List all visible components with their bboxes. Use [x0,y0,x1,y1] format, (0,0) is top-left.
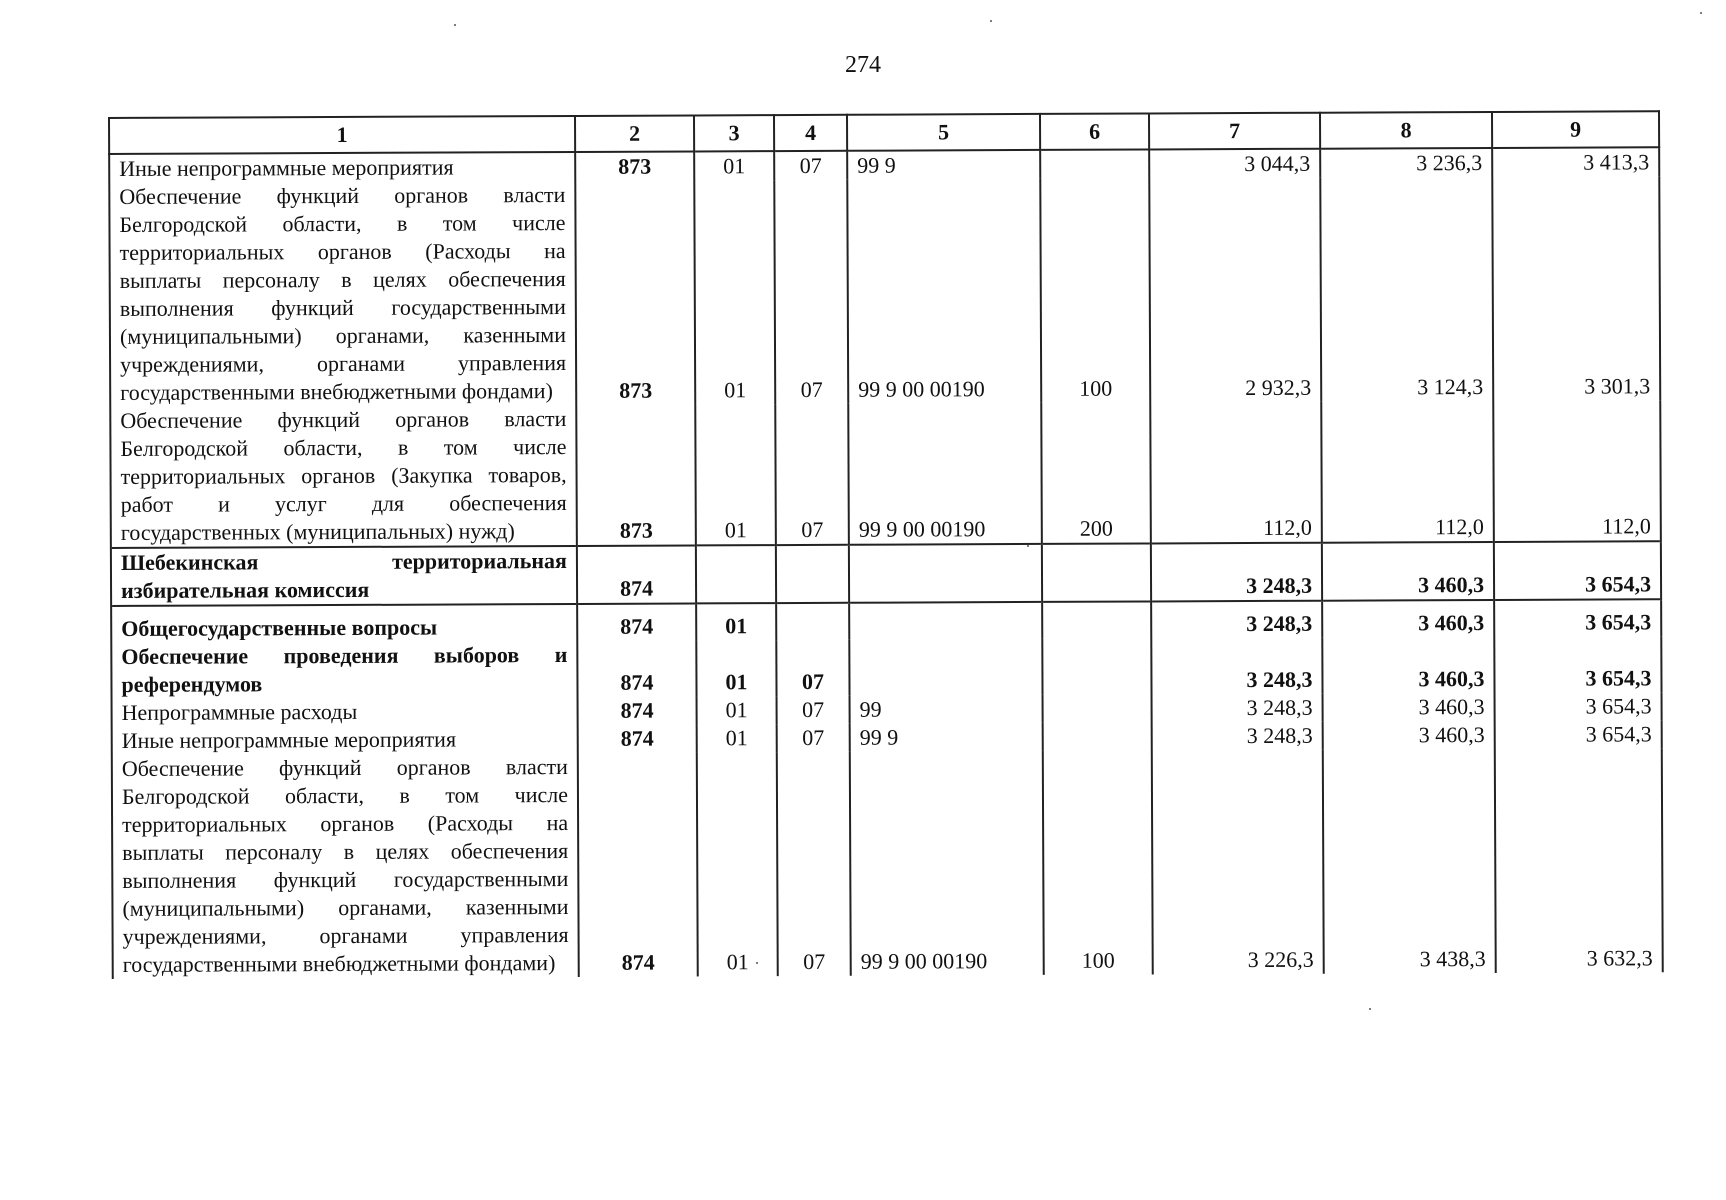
row-code-4: 07 [777,696,850,724]
table-row [111,636,1661,699]
row-value-8: 3 460,3 [1322,542,1494,601]
row-code-4: 07 [777,724,850,752]
row-code-3 [696,545,776,603]
row-name: Обеспечение проведения выборов и референдумов [111,641,577,699]
row-name: Иные непрограммные мероприятия [112,725,578,755]
row-name: Обеспечение функций органов власти Белгородской области, в том числе территориальных органов (Закупка товаров, работ и услуг для обеспечения государственных (муниципальных) нужд) [110,405,577,548]
budget-table [108,110,1664,979]
row-code-3: 01 [696,640,776,696]
header-col-7: 7 [1149,113,1320,150]
row-value-9: 112,0 [1493,400,1661,542]
row-code-2: 873 [575,180,695,405]
row-code-2: 874 [578,752,698,977]
row-name: Шебекинская территориальная избирательная комиссия [111,546,577,606]
row-code-4 [776,603,849,640]
table-row [110,400,1661,548]
row-value-9: 3 301,3 [1492,176,1660,401]
row-code-3: 01 [694,180,775,404]
row-code-6: 200 [1041,402,1151,543]
row-value-9: 3 654,3 [1495,692,1662,721]
row-name: Иные непрограммные мероприятия [109,152,575,183]
header-col-5: 5 [847,114,1040,151]
row-code-3: 01 [694,151,774,180]
row-value-9: 3 654,3 [1494,636,1661,693]
row-code-5: 99 9 [847,150,1040,180]
header-col-8: 8 [1320,112,1492,149]
table-row [109,176,1660,407]
row-value-7: 3 248,3 [1152,694,1323,723]
row-code-5 [849,602,1042,640]
row-value-7: 3 044,3 [1149,149,1320,179]
budget-table-sheet [108,110,1662,979]
row-value-9: 3 632,3 [1495,748,1663,973]
row-code-2: 874 [578,696,697,725]
row-code-2: 873 [575,151,694,181]
row-code-4: 07 [775,404,849,545]
header-col-1: 1 [109,116,575,154]
table-row [111,599,1661,643]
row-code-5 [849,639,1042,696]
row-code-4 [776,545,849,603]
row-code-5: 99 9 00 00190 [847,179,1041,404]
row-code-5 [849,544,1042,603]
header-col-3: 3 [694,115,774,151]
row-code-5: 99 [850,695,1043,724]
row-code-5: 99 9 00 00190 [850,751,1044,976]
row-value-8: 3 460,3 [1322,600,1494,638]
row-code-6 [1043,722,1152,750]
row-code-6: 100 [1040,178,1150,402]
header-col-9: 9 [1492,111,1659,148]
row-code-4: 07 [776,640,849,696]
row-code-4: 07 [774,180,848,404]
row-code-6 [1042,601,1151,638]
row-value-9: 3 654,3 [1494,599,1661,637]
row-name: Обеспечение функций органов власти Белгородской области, в том числе территориальных органов (Расходы на выплаты персоналу в целях обеспечения выполнения функций государственными (муниципальными) органами, казенными учреждениями, органами управления государственными внебюджетными фондами) [112,753,579,979]
row-code-6 [1043,694,1152,722]
row-code-6 [1040,149,1149,178]
row-name: Непрограммные расходы [112,697,578,727]
table-row [111,541,1661,606]
row-code-6: 100 [1043,750,1153,974]
table-row [112,748,1663,979]
row-value-8: 3 438,3 [1323,749,1496,974]
row-value-8: 3 236,3 [1320,148,1492,178]
row-code-5: 99 9 [850,723,1043,752]
row-code-6 [1042,638,1151,694]
row-value-7: 3 248,3 [1151,638,1322,695]
row-value-8: 3 460,3 [1323,721,1495,750]
scan-speck [1700,12,1702,14]
row-code-3: 01 [695,404,776,545]
row-value-7: 3 226,3 [1152,750,1324,975]
scan-speck [1369,1008,1371,1010]
row-value-7: 2 932,3 [1149,178,1321,403]
row-value-9: 3 413,3 [1492,147,1659,177]
row-value-8: 3 460,3 [1323,693,1495,722]
row-name: Общегосударственные вопросы [111,604,577,643]
page-number: 274 [845,52,881,78]
row-code-5: 99 9 00 00190 [848,403,1042,545]
header-col-6: 6 [1040,113,1149,149]
row-code-2: 874 [577,603,696,641]
row-value-7: 3 248,3 [1151,543,1322,602]
scan-speck [454,24,456,26]
row-code-3: 01 [696,603,776,640]
row-value-8: 3 124,3 [1320,177,1493,402]
row-value-9: 3 654,3 [1494,541,1661,600]
row-code-3: 01 [697,696,777,724]
row-value-7: 3 248,3 [1152,722,1323,751]
row-code-3: 01 [697,752,778,976]
row-value-7: 112,0 [1150,402,1322,544]
row-code-6 [1042,543,1151,601]
row-code-2: 874 [577,545,696,604]
scan-speck [990,20,992,22]
row-value-8: 112,0 [1321,401,1494,543]
header-col-2: 2 [575,115,694,152]
row-value-7: 3 248,3 [1151,601,1322,639]
row-value-8: 3 460,3 [1322,637,1494,694]
row-code-2: 874 [578,724,697,753]
row-name: Обеспечение функций органов власти Белгородской области, в том числе территориальных органов (Расходы на выплаты персоналу в целях обеспечения выполнения функций государственными (муниципальными) органами, казенными учреждениями, органами управления государственными внебюджетными фондами) [109,181,576,407]
row-code-4: 07 [777,752,851,976]
row-code-2: 873 [576,404,696,546]
header-col-4: 4 [774,115,847,151]
row-code-3: 01 [697,724,777,752]
row-value-9: 3 654,3 [1495,720,1662,749]
row-code-4: 07 [774,151,847,180]
row-code-2: 874 [577,640,696,697]
